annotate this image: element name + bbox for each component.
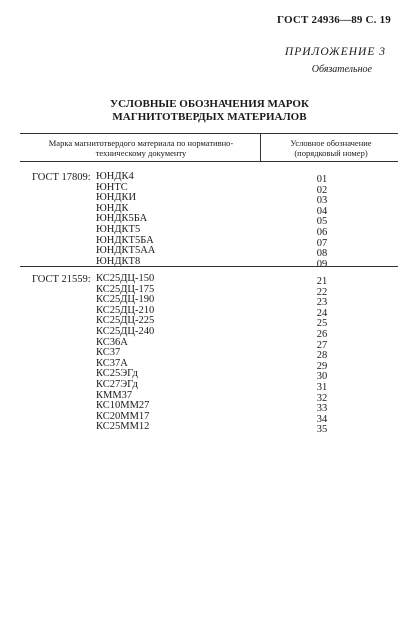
code-item: 09: [316, 258, 328, 270]
code-item: 01: [316, 174, 328, 185]
column-header-code: [264, 138, 398, 158]
code-item: 08: [316, 248, 328, 260]
code-item: 30: [316, 371, 328, 383]
grade-item: КС37А: [96, 357, 128, 369]
grade-list: [96, 274, 154, 433]
table-column-divider: [260, 133, 261, 161]
code-item: 02: [316, 184, 328, 196]
code-item: 23: [316, 297, 328, 309]
page-header: ГОСТ 24936—89 С. 19: [277, 14, 391, 26]
grade-item: КС25ДЦ-240: [96, 325, 155, 337]
code-item: 28: [316, 350, 328, 362]
grade-item: КС25ДЦ-175: [96, 283, 155, 295]
title-line-1: УСЛОВНЫЕ ОБОЗНАЧЕНИЯ МАРОК: [110, 98, 309, 110]
code-list: [287, 175, 357, 270]
group-separator-rule: [20, 266, 398, 267]
column-header-code-line-1: Условное обозначение: [290, 138, 372, 148]
grade-item: КММ37: [96, 389, 133, 401]
mandatory-label: Обязательное: [311, 64, 372, 75]
column-header-grade: [22, 138, 260, 158]
grade-item: ЮНДК: [96, 202, 129, 214]
code-item: 03: [316, 195, 328, 207]
grade-item: КС10ММ27: [96, 400, 150, 412]
code-item: 21: [316, 276, 328, 287]
grade-item: КС25ДЦ-190: [96, 294, 155, 306]
grade-item: КС25ДЦ-225: [96, 315, 155, 327]
code-item: 22: [316, 286, 328, 298]
grade-item: КС25ЭГд: [96, 368, 138, 380]
grade-item: ЮНДКТ5: [96, 223, 141, 235]
group-standard: ГОСТ 21559:: [32, 274, 91, 285]
group-standard: ГОСТ 17809:: [32, 172, 91, 183]
grade-item: ЮНДКТ8: [96, 255, 141, 267]
grade-item: ЮНДК4: [96, 171, 134, 182]
grade-item: ЮНДКТ5АА: [96, 245, 156, 257]
grade-item: КС25ДЦ-150: [96, 273, 155, 284]
grade-item: КС25ДЦ-210: [96, 304, 155, 316]
code-item: 06: [316, 226, 328, 238]
document-title: [0, 98, 419, 124]
appendix-label: ПРИЛОЖЕНИЕ 3: [284, 46, 386, 58]
table-header-rule: [20, 161, 398, 162]
grade-item: КС37: [96, 347, 121, 359]
code-item: 24: [316, 307, 328, 319]
grade-item: ЮНТС: [96, 181, 128, 193]
title-line-2: МАГНИТОТВЕРДЫХ МАТЕРИАЛОВ: [112, 111, 307, 123]
grade-item: КС20ММ17: [96, 410, 150, 422]
code-item: 05: [316, 216, 328, 228]
code-item: 26: [316, 328, 328, 340]
grade-item: КС36А: [96, 336, 128, 348]
code-item: 31: [316, 381, 328, 393]
code-item: 25: [316, 318, 328, 330]
column-header-code-line-2: (порядковый номер): [294, 148, 368, 158]
grade-item: КС25ММ12: [96, 421, 150, 433]
grade-item: ЮНДКИ: [96, 192, 137, 204]
grade-item: ЮНДК5БА: [96, 213, 148, 225]
column-header-grade-line-1: Марка магнитотвердого материала по нормативно-: [48, 138, 234, 148]
code-item: 34: [316, 413, 328, 425]
grade-item: ЮНДКТ5БА: [96, 234, 154, 246]
code-item: 33: [316, 403, 328, 415]
table-top-rule: [20, 133, 398, 134]
code-item: 04: [316, 205, 328, 217]
code-list: [287, 277, 357, 436]
code-item: 35: [316, 424, 328, 436]
code-item: 32: [316, 392, 328, 404]
grade-item: КС27ЭГд: [96, 378, 138, 390]
grade-list: [96, 172, 155, 267]
column-header-grade-line-2: техническому документу: [95, 148, 187, 158]
code-item: 07: [316, 237, 328, 249]
code-item: 29: [316, 360, 328, 372]
code-item: 27: [316, 339, 328, 351]
